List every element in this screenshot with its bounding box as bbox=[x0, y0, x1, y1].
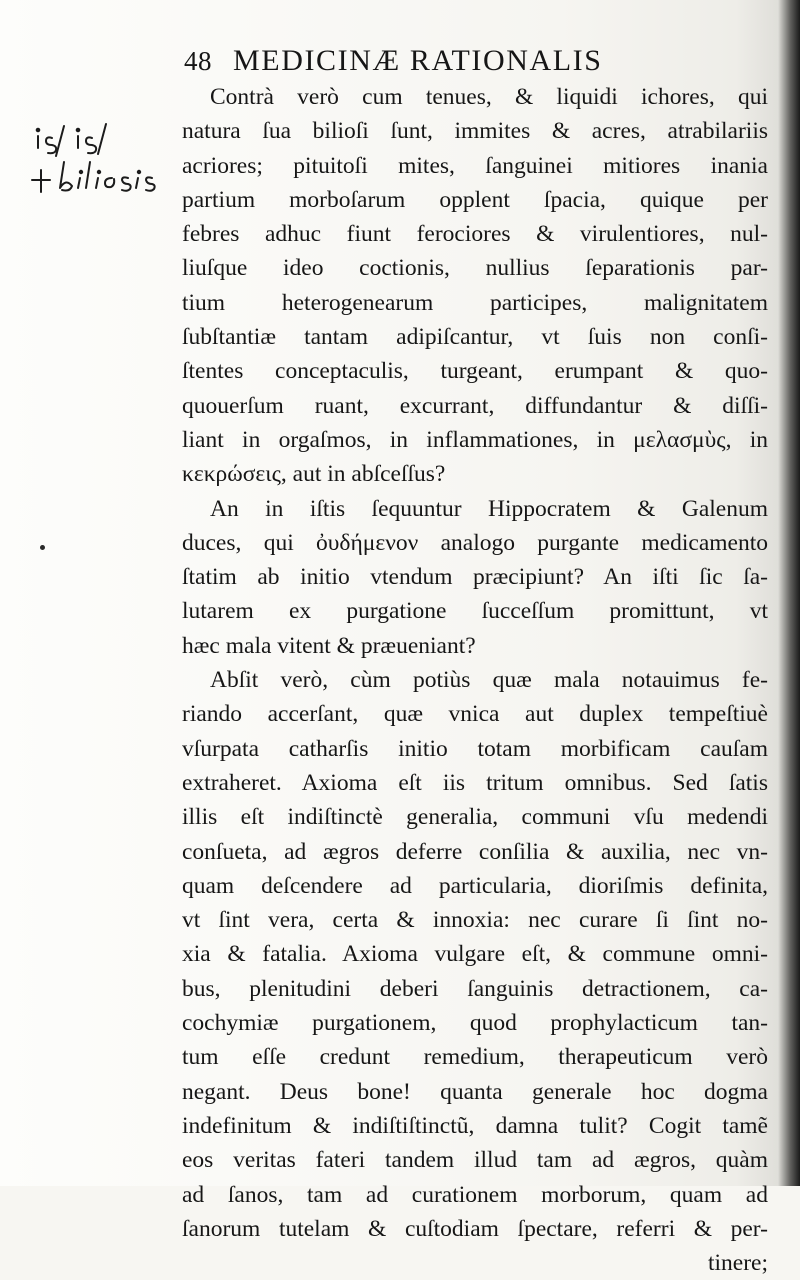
ink-spot bbox=[40, 545, 45, 550]
text-line: liuſque ideo coctionis, nullius ſeparationis par- bbox=[182, 255, 768, 282]
text-line: tum eſſe credunt remedium, therapeuticum verò bbox=[182, 1044, 768, 1071]
text-line: extraheret. Axioma eſt iis tritum omnibus. Sed ſatis bbox=[182, 769, 768, 796]
body-text bbox=[182, 80, 768, 1280]
text-line: negant. Deus bone! quanta generale hoc dogma bbox=[182, 1078, 768, 1105]
text-line: bus, plenitudini deberi ſanguinis detractionem, ca- bbox=[182, 975, 768, 1002]
text-line: riando accerſant, quæ vnica aut duplex tempeſtiuè bbox=[182, 701, 768, 728]
text-line: conſueta, ad ægros deferre conſilia & auxilia, nec vn- bbox=[182, 838, 768, 865]
text-line: duces, qui ὀυδήμενον analogo purgante medicamento bbox=[182, 529, 768, 556]
text-line: vt ſint vera, certa & innoxia: nec curare ſi ſint no- bbox=[182, 907, 768, 934]
text-line: ad ſanos, tam ad curationem morborum, quam ad bbox=[182, 1181, 768, 1208]
text-line: acriores; pituitoſi mites, ſanguinei mitiores inania bbox=[182, 152, 768, 179]
text-line: tinere; bbox=[707, 1250, 768, 1277]
text-line: partium morboſarum opplent ſpacia, quique per bbox=[182, 186, 768, 213]
text-line: ſanorum tutelam & cuſtodiam ſpectare, referri & per- bbox=[182, 1215, 768, 1242]
text-line: febres adhuc fiunt ferociores & virulentiores, nul- bbox=[182, 221, 768, 248]
running-head: MEDICINÆ RATIONALIS bbox=[233, 44, 603, 77]
text-line: An in iſtis ſequuntur Hippocratem & Galenum bbox=[210, 495, 768, 522]
text-line: liant in orgaſmos, in inflammationes, in μελασμὺς, in bbox=[182, 426, 768, 453]
text-line: natura ſua bilioſi ſunt, immites & acres, atrabilariis bbox=[182, 118, 768, 145]
text-line: κεκρώσεις, aut in abſceſſus? bbox=[182, 461, 446, 488]
text-line: hæc mala vitent & præueniant? bbox=[182, 632, 476, 659]
text-line: quam deſcendere ad particularia, dioriſmis definita, bbox=[182, 872, 768, 899]
text-line: ſubſtantiæ tantam adipiſcantur, vt ſuis non conſi- bbox=[182, 324, 768, 351]
text-line: indefinitum & indiſtiſtinctũ, damna tulit? Cogit tamẽ bbox=[182, 1112, 768, 1139]
text-line: Abſit verò, cùm potiùs quæ mala notauimus fe- bbox=[210, 667, 768, 694]
text-line: vſurpata catharſis initio totam morbificam cauſam bbox=[182, 735, 768, 762]
book-gutter-shadow bbox=[778, 0, 800, 1186]
marginal-note-text: is/ is/ bbox=[30, 118, 33, 119]
text-line: cochymiæ purgationem, quod prophylacticum tan- bbox=[182, 1010, 768, 1037]
text-line: quouerſum ruant, excurrant, diffundantur & diſſi- bbox=[182, 392, 768, 419]
page-number: 48 bbox=[184, 46, 212, 76]
handwritten-marginal-note bbox=[30, 118, 170, 198]
text-line: eos veritas fateri tandem illud tam ad ægros, quàm bbox=[182, 1147, 768, 1174]
text-line: illis eſt indiſtinctè generalia, communi vſu medendi bbox=[182, 804, 768, 831]
text-line: tium heterogenearum participes, malignitatem bbox=[182, 289, 768, 316]
text-line: ſtatim ab initio vtendum præcipiunt? An iſti ſic ſa- bbox=[182, 564, 768, 591]
text-line: xia & fatalia. Axioma vulgare eſt, & commune omni- bbox=[182, 941, 768, 968]
text-line: lutarem ex purgatione ſucceſſum promittunt, vt bbox=[182, 598, 768, 625]
text-line: Contrà verò cum tenues, & liquidi ichores, qui bbox=[210, 84, 768, 110]
text-line: ſtentes conceptaculis, turgeant, erumpant & quo- bbox=[182, 358, 768, 385]
page-header bbox=[178, 40, 778, 80]
